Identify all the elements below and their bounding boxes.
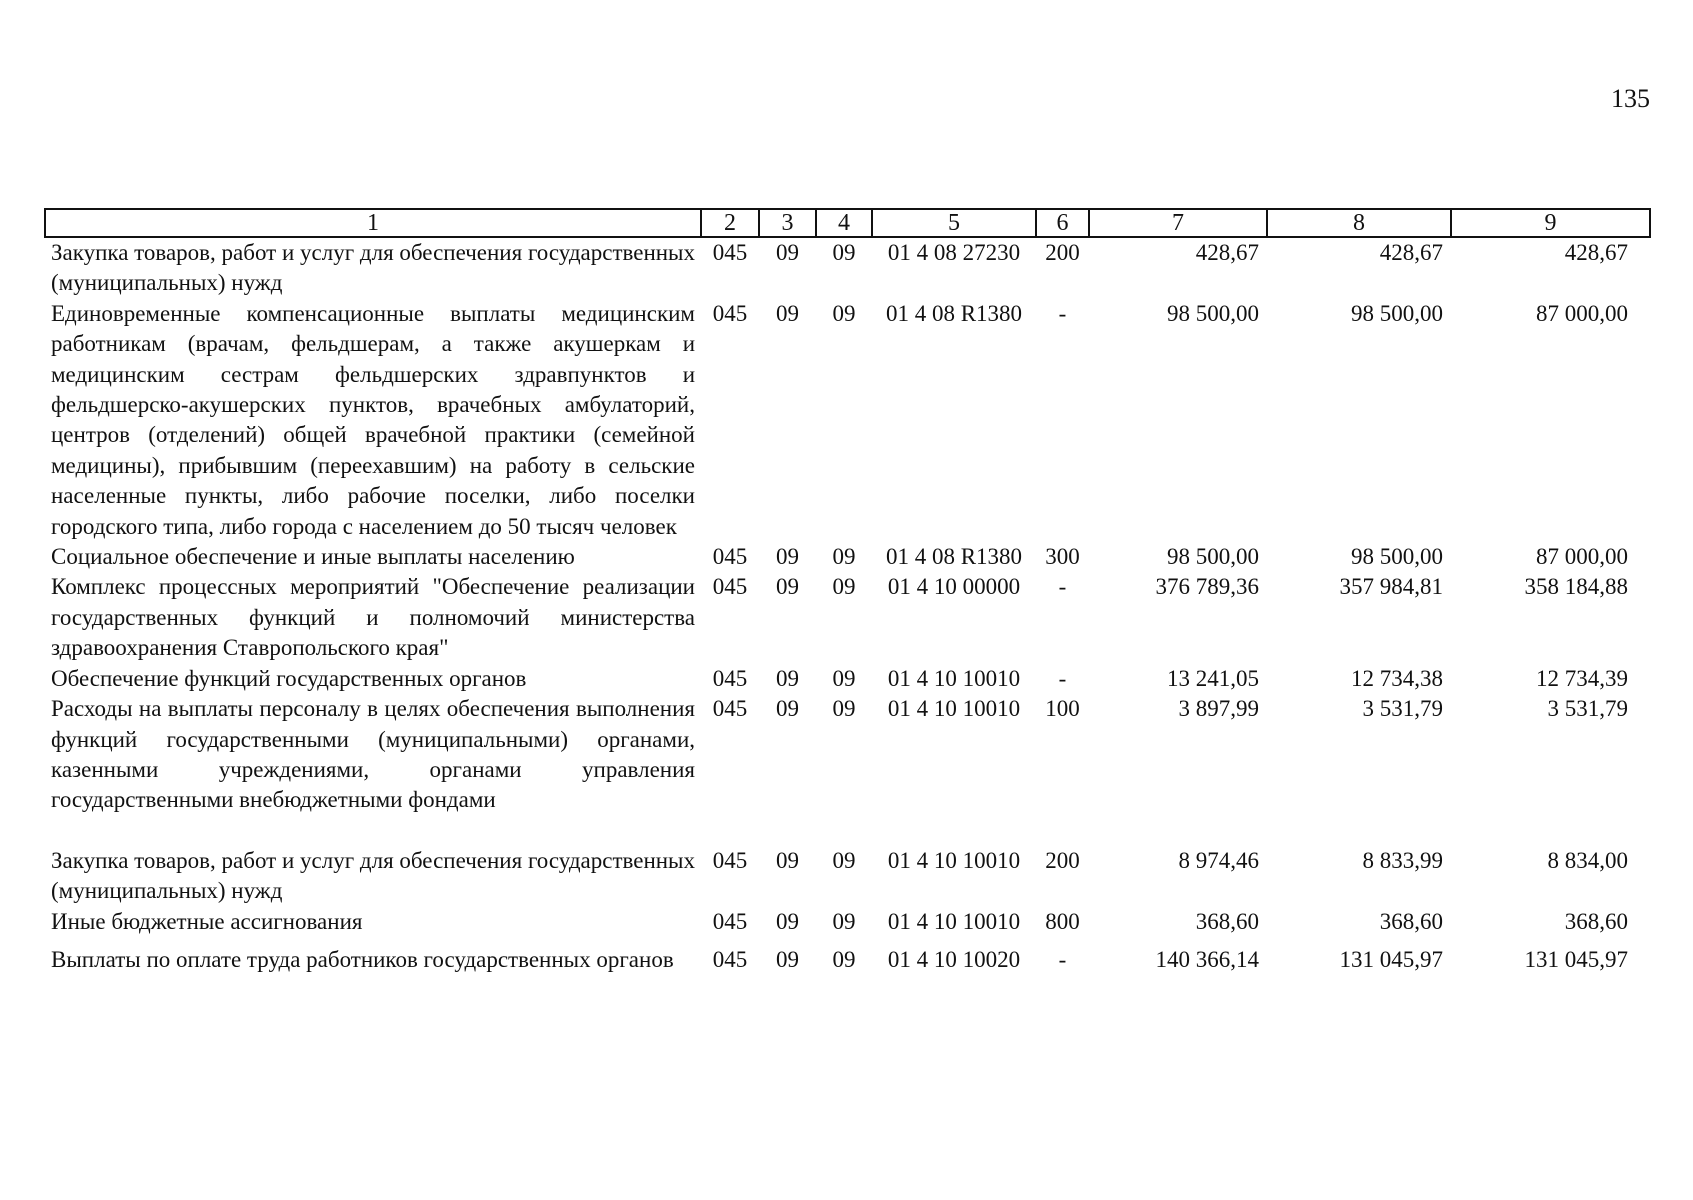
header-cell-8: 8	[1267, 209, 1451, 237]
cell-col4: 09	[832, 544, 856, 570]
table-row	[45, 694, 1650, 846]
cell-col9: 358 184,88	[1524, 574, 1628, 600]
cell-col8: 357 984,81	[1339, 574, 1443, 600]
cell-col5: 01 4 10 10010	[887, 665, 1021, 691]
cell-col7: 13 241,05	[1167, 665, 1259, 691]
row-description: Закупка товаров, работ и услуг для обеспечения государственных (муниципальных) нужд	[51, 847, 696, 904]
cell-col6: 200	[1045, 847, 1080, 873]
cell-col6: 800	[1045, 908, 1080, 934]
cell-col7: 8 974,46	[1178, 847, 1259, 873]
budget-table	[44, 208, 1651, 975]
cell-col3: 09	[776, 665, 799, 691]
row-description: Социальное обеспечение и иные выплаты населению	[51, 544, 575, 570]
cell-col8: 98 500,00	[1351, 300, 1443, 326]
row-description: Единовременные компенсационные выплаты медицинским работникам (врачам, фельдшерам, а также акушеркам и медицинским сестрам фельдшерских здравпунктов и фельдшерско-акушерских пунктов, врачебных амбулаторий, центров (отделений) общей врачебной практики (семейной медицины), прибывшим (переехавшим) на работу в сельские населенные пункты, либо рабочие поселки, либо поселки городского типа, либо города с населением до 50 тысяч человек	[51, 300, 695, 539]
cell-col9: 428,67	[1564, 240, 1628, 265]
cell-col4: 09	[832, 240, 856, 265]
header-cell-4: 4	[816, 209, 872, 237]
row-description: Комплекс процессных мероприятий "Обеспечение реализации государственных функций и полномочий министерства здравоохранения Ставропольского края"	[51, 574, 695, 661]
header-cell-7: 7	[1089, 209, 1267, 237]
cell-col9: 12 734,39	[1536, 665, 1628, 691]
row-description: Выплаты по оплате труда работников государственных органов	[51, 946, 674, 972]
cell-col8: 428,67	[1379, 240, 1443, 265]
cell-col8: 98 500,00	[1351, 544, 1443, 570]
cell-col9: 87 000,00	[1536, 544, 1628, 570]
cell-col6: -	[1058, 300, 1067, 326]
cell-col5: 01 4 08 27230	[887, 240, 1021, 265]
cell-col5: 01 4 10 00000	[887, 574, 1021, 600]
row-description: Иные бюджетные ассигнования	[51, 908, 363, 934]
table-row	[45, 542, 1650, 572]
cell-col6: -	[1058, 574, 1067, 600]
cell-col4: 09	[832, 574, 856, 600]
cell-col4: 09	[832, 300, 856, 326]
table-row	[45, 572, 1650, 663]
cell-col6: 200	[1045, 240, 1080, 265]
cell-col5: 01 4 08 R1380	[885, 300, 1023, 326]
cell-col9: 8 834,00	[1547, 847, 1628, 873]
cell-col2: 045	[712, 665, 748, 691]
cell-col5: 01 4 10 10010	[887, 908, 1021, 934]
cell-col7: 368,60	[1195, 908, 1259, 934]
cell-col2: 045	[712, 544, 748, 570]
header-cell-1: 1	[45, 209, 701, 237]
row-description: Расходы на выплаты персоналу в целях обеспечения выполнения функций государственными (муниципальными) органами, казенными учреждениями, органами управления государственными внебюджетными фондами	[51, 696, 695, 813]
cell-col4: 09	[832, 946, 856, 972]
table-row	[45, 299, 1650, 542]
cell-col7: 98 500,00	[1167, 300, 1259, 326]
table-row	[45, 846, 1650, 907]
table-row	[45, 237, 1650, 299]
cell-col8: 8 833,99	[1362, 847, 1443, 873]
table-row	[45, 907, 1650, 937]
table-row	[45, 937, 1650, 975]
cell-col8: 368,60	[1379, 908, 1443, 934]
cell-col2: 045	[712, 908, 748, 934]
cell-col7: 376 789,36	[1155, 574, 1259, 600]
cell-col4: 09	[832, 847, 856, 873]
cell-col9: 131 045,97	[1524, 946, 1628, 972]
cell-col3: 09	[776, 696, 799, 722]
header-cell-6: 6	[1036, 209, 1089, 237]
cell-col7: 3 897,99	[1178, 696, 1259, 722]
cell-col4: 09	[832, 908, 856, 934]
cell-col8: 131 045,97	[1339, 946, 1443, 972]
cell-col6: -	[1058, 665, 1067, 691]
cell-col9: 3 531,79	[1547, 696, 1628, 722]
table-header-row	[45, 209, 1650, 237]
row-description: Закупка товаров, работ и услуг для обеспечения государственных (муниципальных) нужд	[51, 240, 696, 296]
cell-col3: 09	[776, 300, 799, 326]
cell-col6: 100	[1045, 696, 1080, 722]
page-number: 135	[1611, 84, 1650, 113]
cell-col2: 045	[712, 240, 748, 265]
table-row	[45, 664, 1650, 694]
cell-col2: 045	[712, 574, 748, 600]
cell-col5: 01 4 10 10010	[887, 847, 1021, 873]
cell-col5: 01 4 10 10010	[887, 696, 1021, 722]
cell-col8: 12 734,38	[1351, 665, 1443, 691]
cell-col7: 140 366,14	[1155, 946, 1259, 972]
row-description: Обеспечение функций государственных органов	[51, 665, 527, 691]
header-cell-2: 2	[701, 209, 759, 237]
cell-col3: 09	[776, 908, 799, 934]
cell-col3: 09	[776, 240, 799, 265]
cell-col7: 98 500,00	[1167, 544, 1259, 570]
cell-col3: 09	[776, 574, 799, 600]
cell-col2: 045	[712, 300, 748, 326]
cell-col2: 045	[712, 847, 748, 873]
header-cell-5: 5	[872, 209, 1036, 237]
cell-col2: 045	[712, 696, 748, 722]
cell-col3: 09	[776, 847, 799, 873]
cell-col4: 09	[832, 665, 856, 691]
header-cell-9: 9	[1451, 209, 1650, 237]
cell-col6: -	[1058, 946, 1067, 972]
cell-col2: 045	[712, 946, 748, 972]
cell-col5: 01 4 10 10020	[887, 946, 1021, 972]
cell-col9: 368,60	[1564, 908, 1628, 934]
cell-col4: 09	[832, 696, 856, 722]
cell-col5: 01 4 08 R1380	[885, 544, 1023, 570]
cell-col8: 3 531,79	[1362, 696, 1443, 722]
cell-col3: 09	[776, 544, 799, 570]
cell-col7: 428,67	[1195, 240, 1259, 265]
cell-col6: 300	[1045, 544, 1080, 570]
cell-col9: 87 000,00	[1536, 300, 1628, 326]
header-cell-3: 3	[759, 209, 816, 237]
cell-col3: 09	[776, 946, 799, 972]
